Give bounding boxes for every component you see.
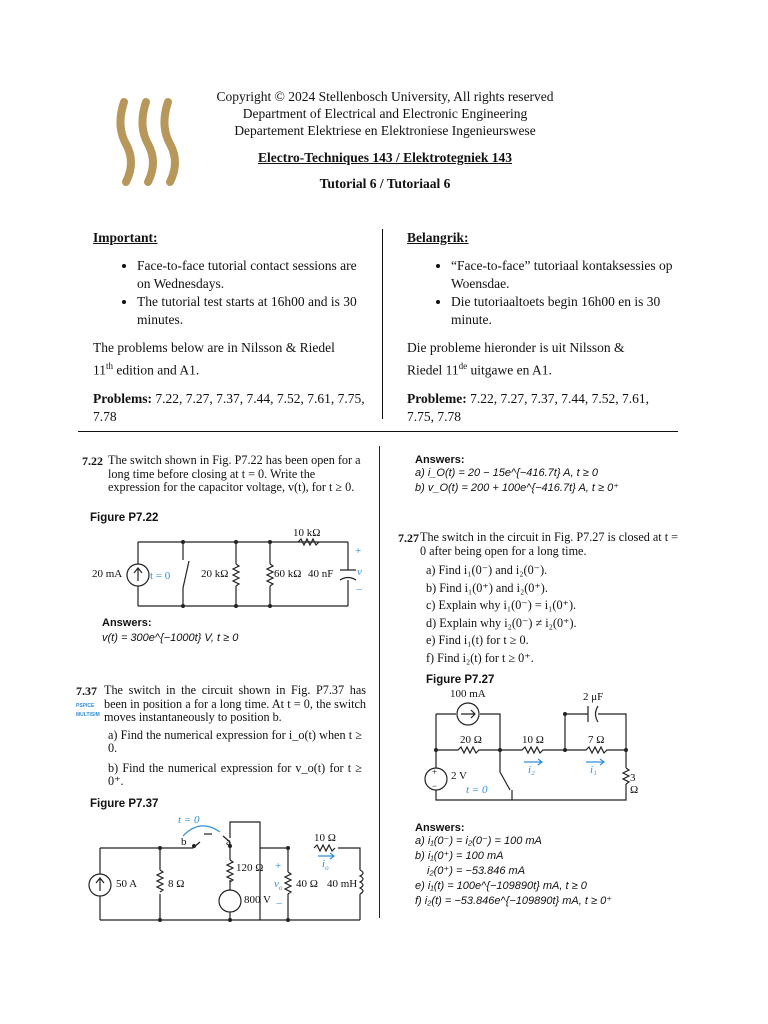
part-a: a) Find the numerical expression for i_o(t) when t ≥ 0. xyxy=(108,727,362,755)
item-d: d) Explain why i₂(0⁻) ≠ i₂(0⁺). xyxy=(426,615,577,630)
v-label: v xyxy=(357,566,362,578)
problem-text: The switch in the circuit shown in Fig. P7.37 has been in position a for a long time. At t = 0, the switch moves instantaneously to position b. xyxy=(104,683,366,724)
r-10: 10 Ω xyxy=(522,734,544,746)
circuit-7-37 xyxy=(88,812,368,922)
problem-number: 7.27 xyxy=(398,531,419,545)
answers-label: Answers: xyxy=(415,822,465,834)
r-60k: 60 kΩ xyxy=(274,568,302,580)
book-line: The problems below are in Nilsson & Riedel xyxy=(93,340,335,355)
book-line-end-af: uitgawe en A1. xyxy=(467,362,552,378)
section-rule xyxy=(78,431,678,432)
source-100ma: 100 mA xyxy=(450,688,486,700)
figure-label-7-37: Figure P7.37 xyxy=(90,798,159,810)
tutorial-title: Tutorial 6 / Tutoriaal 6 xyxy=(319,176,451,191)
r-7: 7 Ω xyxy=(588,734,605,746)
circuit-7-27 xyxy=(420,688,640,810)
pos-b: b xyxy=(181,836,187,848)
figure-label-7-22: Figure P7.22 xyxy=(90,512,159,524)
r-8: 8 Ω xyxy=(168,878,185,890)
problem-7-22 xyxy=(82,454,366,495)
switch-time: t = 0 xyxy=(466,784,488,796)
item-b: b) Find i₁(0⁺) and i₂(0⁺). xyxy=(426,580,548,595)
vo-plus: + xyxy=(275,860,282,872)
problem-text: The switch shown in Fig. P7.22 has been open for a long time before closing at t = 0. Write the expression for the capacitor voltage, v(t), for t ≥ 0. xyxy=(108,453,361,494)
plus-sign: + xyxy=(355,545,362,557)
book-line-end: edition and A1. xyxy=(113,362,200,378)
pos-a: a xyxy=(226,836,231,848)
v-800: 800 V xyxy=(244,894,271,906)
answers-7-37 xyxy=(415,454,675,496)
item-c: c) Explain why i₁(0⁻) = i₁(0⁺). xyxy=(426,598,577,612)
answer-b: b) v_O(t) = 200 + 100e^{−416.7t} A, t ≥ 0⁺ xyxy=(415,482,620,494)
l-40m: 40 mH xyxy=(327,878,358,890)
r-20: 20 Ω xyxy=(460,734,482,746)
book-line-af: Die probleme hieronder is uit Nilsson & xyxy=(407,340,625,355)
edition-sup: th xyxy=(106,361,114,371)
answer-a: a) i_O(t) = 20 − 15e^{−416.7t} A, t ≥ 0 xyxy=(415,467,598,479)
v-2: 2 V xyxy=(451,770,467,782)
answer-f: f) i₂(t) = −53.846e^{−109890t} mA, t ≥ 0⁺ xyxy=(415,895,613,907)
answer-b1: b) i₁(0⁺) = 100 mA xyxy=(415,850,504,862)
r-20k: 20 kΩ xyxy=(201,568,229,580)
pspice-tag: PSPICE xyxy=(76,703,95,709)
svg-text:+: + xyxy=(432,767,438,777)
r-120: 120 Ω xyxy=(236,862,264,874)
item-e: e) Find i₁(t) for t ≥ 0. xyxy=(426,633,529,647)
source-50a: 50 A xyxy=(116,878,138,890)
problems-list: 7.22, 7.27, 7.37, 7.44, 7.52, 7.61, 7.75, 7.78 xyxy=(93,390,365,424)
important-heading: Important: xyxy=(93,230,158,245)
course-title: Electro-Techniques 143 / Elektrotegniek 143 xyxy=(257,150,512,165)
bullet-2-af: • Die tutoriaaltoets begin 16h00 en is 30 minute. xyxy=(451,293,679,329)
answer-e: e) i₁(t) = 100e^{−109890t} mA, t ≥ 0 xyxy=(415,880,587,892)
problems-label: Problems: xyxy=(93,390,152,406)
answer-a: a) i₁(0⁻) = i₂(0⁻) = 100 mA xyxy=(415,835,542,847)
switch-label: t = 0 xyxy=(150,570,171,582)
i2-label: i₂ xyxy=(528,764,535,776)
r-10: 10 Ω xyxy=(314,832,336,844)
edition-af: Riedel 11 xyxy=(407,362,459,378)
vo-subscript: o xyxy=(278,884,283,893)
problem-number: 7.37 xyxy=(76,684,97,698)
department-en: Department of Electrical and Electronic Engineering xyxy=(242,106,528,121)
department-af: Departement Elektriese en Elektroniese Ingenieurswese xyxy=(234,123,536,138)
answers-label-7-22: Answers: xyxy=(102,617,152,629)
r-10k: 10 kΩ xyxy=(293,527,321,539)
io-label xyxy=(322,858,329,872)
answer-b2: i₂(0⁺) = −53.846 mA xyxy=(427,865,526,877)
problem-number: 7.22 xyxy=(82,454,103,468)
minus-sign: − xyxy=(356,584,363,596)
bullet-1-af: • “Face-to-face” tutoriaal kontaksessies op Woensdae. xyxy=(451,257,679,293)
io-symbol: i xyxy=(322,858,326,870)
copyright-line: Copyright © 2024 Stellenbosch University, All rights reserved xyxy=(216,89,554,104)
figure-label-7-27: Figure P7.27 xyxy=(426,674,495,686)
edition-sup-af: de xyxy=(458,361,468,371)
vo-minus: − xyxy=(276,898,283,910)
answers-7-27 xyxy=(415,822,685,909)
cap-40n: 40 nF xyxy=(308,568,334,580)
problem-text: The switch in the circuit in Fig. P7.27 is closed at t = 0 after being open for a long time. xyxy=(420,530,679,558)
source-label: 20 mA xyxy=(92,568,123,580)
probleme-label: Probleme: xyxy=(407,390,467,406)
belangrik-heading: Belangrik: xyxy=(407,230,469,245)
r-3: 3 Ω xyxy=(630,772,639,796)
probleme-list: 7.22, 7.27, 7.37, 7.44, 7.52, 7.61, 7.75, 7.78 xyxy=(407,390,649,424)
svg-text:−: − xyxy=(432,781,438,791)
bullet-1: • Face-to-face tutorial contact sessions are on Wednesdays. xyxy=(137,257,365,293)
r-40: 40 Ω xyxy=(296,878,318,890)
vo-symbol: v xyxy=(274,878,279,890)
item-f: f) Find i₂(t) for t ≥ 0⁺. xyxy=(426,650,534,665)
i1-label: i₁ xyxy=(590,764,597,776)
edition: 11 xyxy=(93,362,106,378)
bullet-2: • The tutorial test starts at 16h00 and is 30 minutes. xyxy=(137,293,365,329)
problem-7-37 xyxy=(76,684,366,789)
problems-divider xyxy=(379,446,380,918)
vo-label xyxy=(274,878,282,892)
part-b: b) Find the numerical expression for v_o(t) for t ≥ 0⁺. xyxy=(108,760,362,788)
io-subscript: o xyxy=(325,864,329,873)
important-af xyxy=(407,229,679,426)
answers-label: Answers: xyxy=(415,454,465,466)
multisim-tag: MULTISIM xyxy=(76,712,100,718)
cap-2u: 2 μF xyxy=(583,691,604,703)
answer-7-22: v(t) = 300e^{−1000t} V, t ≥ 0 xyxy=(102,632,239,644)
circuit-7-22 xyxy=(88,526,368,612)
switch-time: t = 0 xyxy=(178,814,200,826)
problem-7-27 xyxy=(398,531,684,669)
important-en xyxy=(93,229,365,426)
item-a: a) Find i₁(0⁻) and i₂(0⁻). xyxy=(426,563,548,577)
column-divider xyxy=(382,229,383,419)
